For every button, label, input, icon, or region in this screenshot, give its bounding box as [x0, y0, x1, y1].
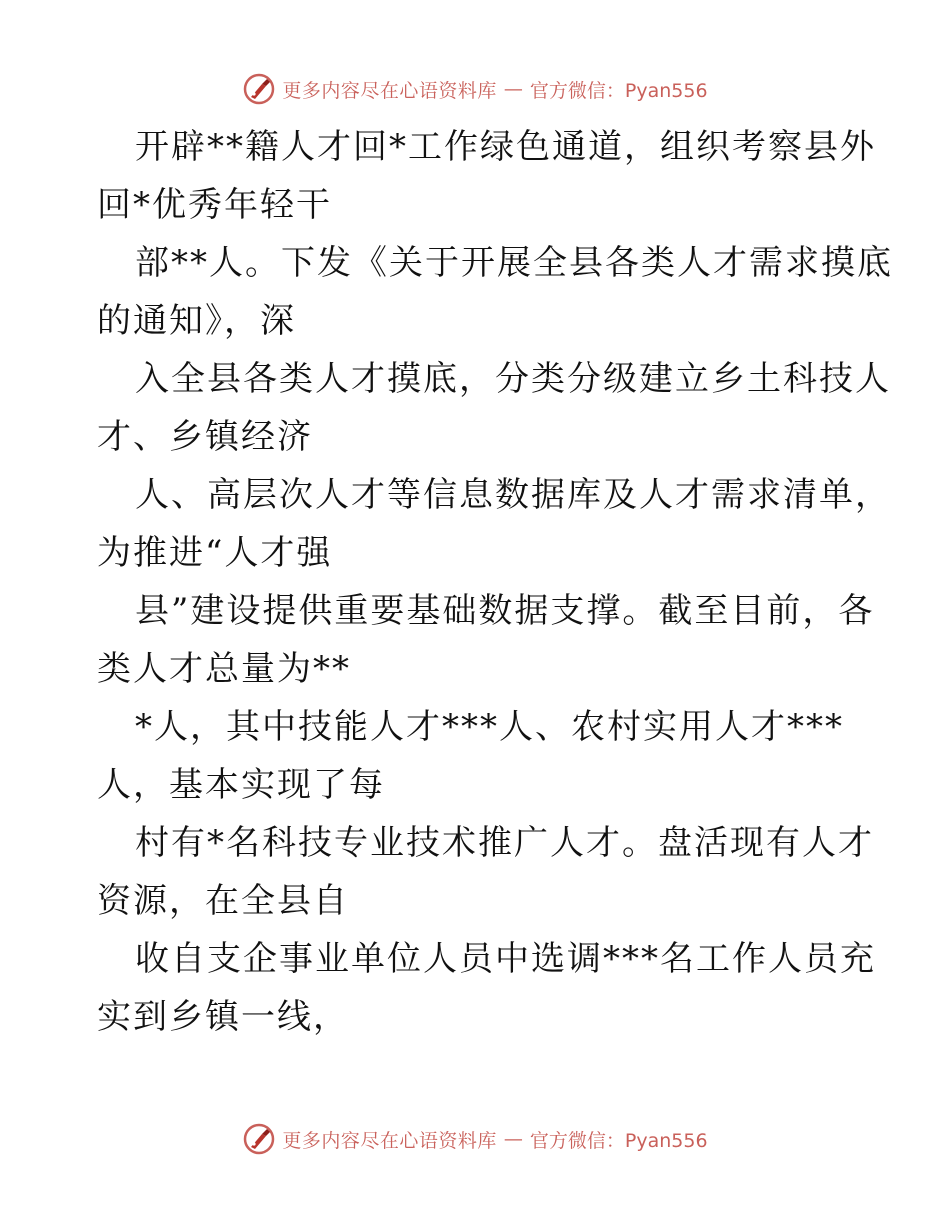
pen-nib-logo-icon: [242, 1122, 276, 1156]
body-line: 才、乡镇经济: [97, 417, 313, 457]
header-banner: [0, 72, 950, 106]
body-line: 人，基本实现了每: [97, 765, 385, 805]
document-body: [97, 118, 893, 1046]
footer-banner-contact: 官方微信：Pyan556: [529, 1129, 708, 1152]
body-line: 村有*名科技专业技术推广人才。盘活现有人才: [135, 823, 874, 863]
body-line: 部**人。下发《关于开展全县各类人才需求摸底: [135, 243, 893, 283]
body-line: 为推进“人才强: [97, 533, 333, 573]
body-line: 回*优秀年轻干: [97, 185, 332, 225]
pen-nib-logo-icon: [242, 72, 276, 106]
body-line: 类人才总量为**: [97, 649, 351, 689]
footer-banner-text: 更多内容尽在心语资料库: [282, 1129, 497, 1152]
footer-banner-separator: —: [503, 1128, 523, 1150]
body-line: 开辟**籍人才回*工作绿色通道，组织考察县外: [135, 127, 876, 167]
body-line: 资源，在全县自: [97, 881, 349, 921]
body-line: 县”建设提供重要基础数据支撑。截至目前，各: [135, 591, 875, 631]
header-banner-contact: 官方微信：Pyan556: [529, 79, 708, 102]
body-line: 收自支企事业单位人员中选调***名工作人员充: [135, 939, 876, 979]
body-line: 实到乡镇一线，: [97, 997, 349, 1037]
body-line: 的通知》，深: [97, 301, 296, 341]
footer-banner: [0, 1122, 950, 1156]
body-line: 人、高层次人才等信息数据库及人才需求清单，: [135, 475, 891, 515]
body-line: *人，其中技能人才***人、农村实用人才***: [135, 707, 844, 747]
body-line: 入全县各类人才摸底，分类分级建立乡土科技人: [135, 359, 891, 399]
header-banner-text: 更多内容尽在心语资料库: [282, 79, 497, 102]
header-banner-separator: —: [503, 78, 523, 100]
